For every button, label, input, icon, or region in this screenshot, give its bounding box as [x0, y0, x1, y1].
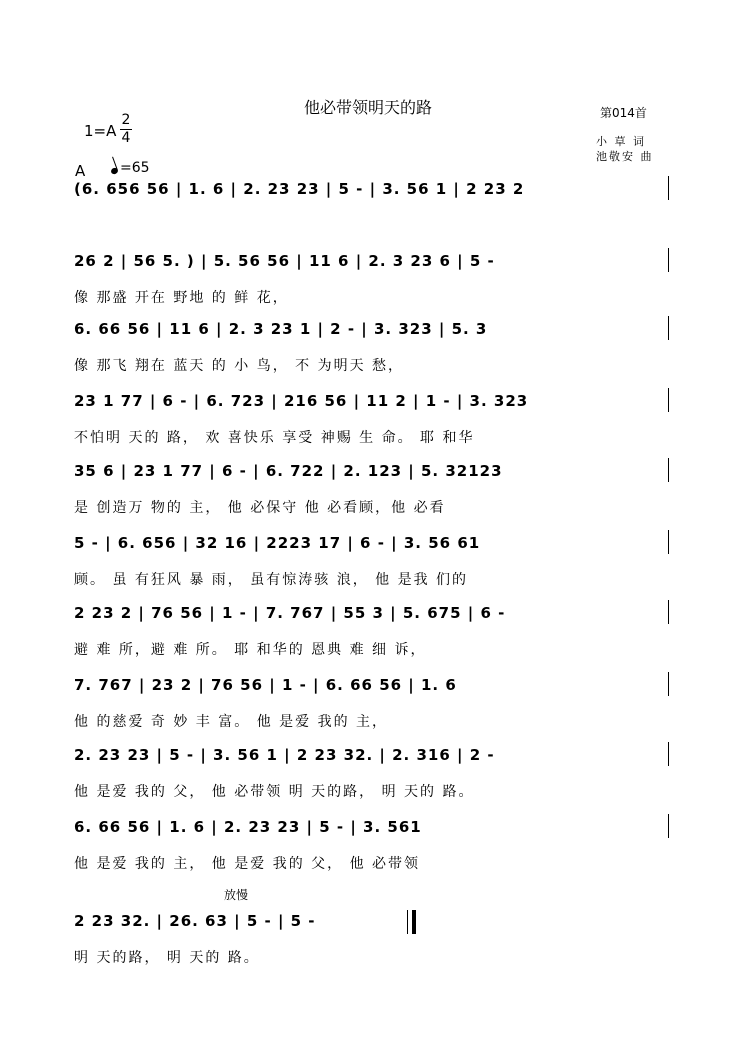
line-end-barline: [668, 458, 669, 482]
song-title: 他必带领明天的路: [303, 98, 432, 117]
lyric-line: 他 是爱 我的 父， 他 必带领 明 天的路， 明 天的 路。: [74, 784, 475, 800]
notation-line: 26 2 | 56 5. ) | 5. 56 56 | 11 6 | 2. 3 23 6 | 5 -: [74, 252, 495, 270]
tempo-change-mark: 放慢: [224, 888, 249, 902]
tempo-marking: [111, 160, 150, 176]
final-barline-thin: [407, 910, 408, 934]
notation-line: 2. 23 23 | 5 - | 3. 56 1 | 2 23 32. | 2. 316 | 2 -: [74, 746, 495, 764]
time-signature: [120, 113, 132, 146]
time-signature-top: 2: [121, 112, 131, 128]
line-end-barline: [668, 530, 669, 554]
tempo-value: =65: [120, 160, 150, 176]
notation-line: 5 - | 6. 656 | 32 16 | 2223 17 | 6 - | 3. 56 61: [74, 534, 481, 552]
line-end-barline: [668, 248, 669, 272]
notation-line: 2 23 2 | 76 56 | 1 - | 7. 767 | 55 3 | 5. 675 | 6 -: [74, 604, 506, 622]
credits: [596, 134, 654, 164]
line-end-barline: [668, 388, 669, 412]
line-end-barline: [668, 742, 669, 766]
composer-credit: 池敬安 曲: [596, 150, 654, 163]
song-number: 第014首: [600, 106, 647, 120]
notation-line: 2 23 32. | 26. 63 | 5 - | 5 -: [74, 912, 316, 930]
notation-line: 23 1 77 | 6 - | 6. 723 | 216 56 | 11 2 | 1 - | 3. 323: [74, 392, 529, 410]
notation-line: 6. 66 56 | 1. 6 | 2. 23 23 | 5 - | 3. 561: [74, 818, 422, 836]
lyric-line: 是 创造万 物的 主， 他 必保守 他 必看顾，他 必看: [74, 500, 446, 516]
lyric-line: 不怕明 天的 路， 欢 喜快乐 享受 神赐 生 命。 耶 和华: [74, 430, 475, 446]
line-end-barline: [668, 600, 669, 624]
key-signature: 1=A: [84, 122, 117, 140]
time-signature-bottom: 4: [121, 130, 131, 146]
lyric-line: 像 那飞 翔在 蓝天 的 小 鸟， 不 为明天 愁，: [74, 358, 405, 374]
lyric-line: 他 是爱 我的 主， 他 是爱 我的 父， 他 必带领: [74, 856, 421, 872]
lyric-line: 明 天的路， 明 天的 路。: [74, 950, 260, 966]
notation-line: 6. 66 56 | 11 6 | 2. 3 23 1 | 2 - | 3. 323 | 5. 3: [74, 320, 488, 338]
lyric-line: 像 那盛 开在 野地 的 鲜 花，: [74, 290, 289, 306]
lyric-line: 避 难 所，避 难 所。 耶 和华的 恩典 难 细 诉，: [74, 642, 427, 658]
lyric-line: 他 的慈爱 奇 妙 丰 富。 他 是爱 我的 主，: [74, 714, 389, 730]
line-end-barline: [668, 316, 669, 340]
line-end-barline: [668, 814, 669, 838]
line-end-barline: [668, 176, 669, 200]
lyric-line: 顾。 虽 有狂风 暴 雨， 虽有惊涛骇 浪， 他 是我 们的: [74, 572, 469, 588]
notation-line: 7. 767 | 23 2 | 76 56 | 1 - | 6. 66 56 | 1. 6: [74, 676, 457, 694]
lyricist-credit: 小 草 词: [596, 135, 646, 148]
quarter-note-icon: [110, 167, 119, 175]
final-barline: [412, 910, 416, 934]
notation-line: 35 6 | 23 1 77 | 6 - | 6. 722 | 2. 123 | 5. 32123: [74, 462, 503, 480]
line-end-barline: [668, 672, 669, 696]
section-label: A: [75, 162, 86, 180]
notation-line: (6. 656 56 | 1. 6 | 2. 23 23 | 5 - | 3. 56 1 | 2 23 2: [74, 180, 525, 198]
